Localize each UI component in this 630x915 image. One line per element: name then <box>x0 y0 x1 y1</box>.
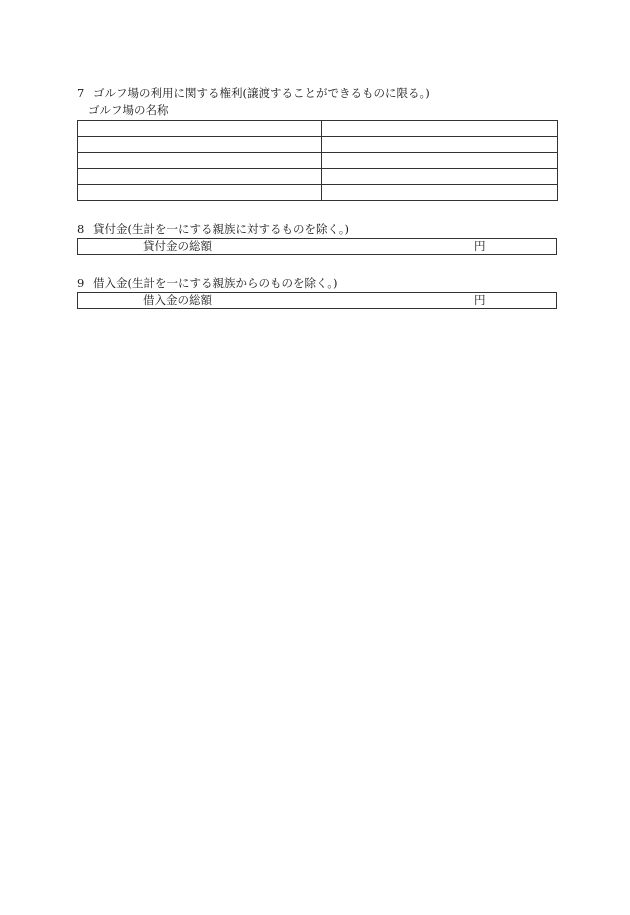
golf-course-name-cell[interactable] <box>78 185 322 201</box>
section-8-heading <box>77 222 349 236</box>
loans-receivable-total-label: 貸付金の総額 <box>143 239 212 253</box>
golf-course-name-cell[interactable] <box>78 169 322 185</box>
golf-course-detail-cell[interactable] <box>322 185 558 201</box>
table-row <box>78 185 558 201</box>
section-9-heading <box>77 276 338 290</box>
section-7-title: ゴルフ場の利用に関する権利(譲渡することができるものに限る。) <box>93 86 430 100</box>
section-8-title: 貸付金(生計を一にする親族に対するものを除く。) <box>93 222 349 236</box>
table-row <box>78 153 558 169</box>
golf-course-name-cell[interactable] <box>78 153 322 169</box>
section-7-number: 7 <box>77 86 85 100</box>
yen-unit-label: 円 <box>474 239 486 253</box>
borrowings-total-field[interactable] <box>77 292 557 309</box>
borrowings-total-label: 借入金の総額 <box>143 293 212 307</box>
golf-course-detail-cell[interactable] <box>322 153 558 169</box>
section-7-heading <box>77 86 430 100</box>
section-9-number: 9 <box>77 276 85 290</box>
golf-course-detail-cell[interactable] <box>322 121 558 137</box>
golf-course-detail-cell[interactable] <box>322 137 558 153</box>
yen-unit-label: 円 <box>474 293 486 307</box>
loans-receivable-total-field[interactable] <box>77 238 557 255</box>
section-8-number: 8 <box>77 222 85 236</box>
golf-course-table <box>77 120 558 201</box>
table-row <box>78 137 558 153</box>
table-row <box>78 169 558 185</box>
golf-course-name-label: ゴルフ場の名称 <box>88 103 169 117</box>
golf-course-detail-cell[interactable] <box>322 169 558 185</box>
section-9-title: 借入金(生計を一にする親族からのものを除く。) <box>93 276 338 290</box>
golf-course-name-cell[interactable] <box>78 137 322 153</box>
golf-course-name-cell[interactable] <box>78 121 322 137</box>
table-row <box>78 121 558 137</box>
